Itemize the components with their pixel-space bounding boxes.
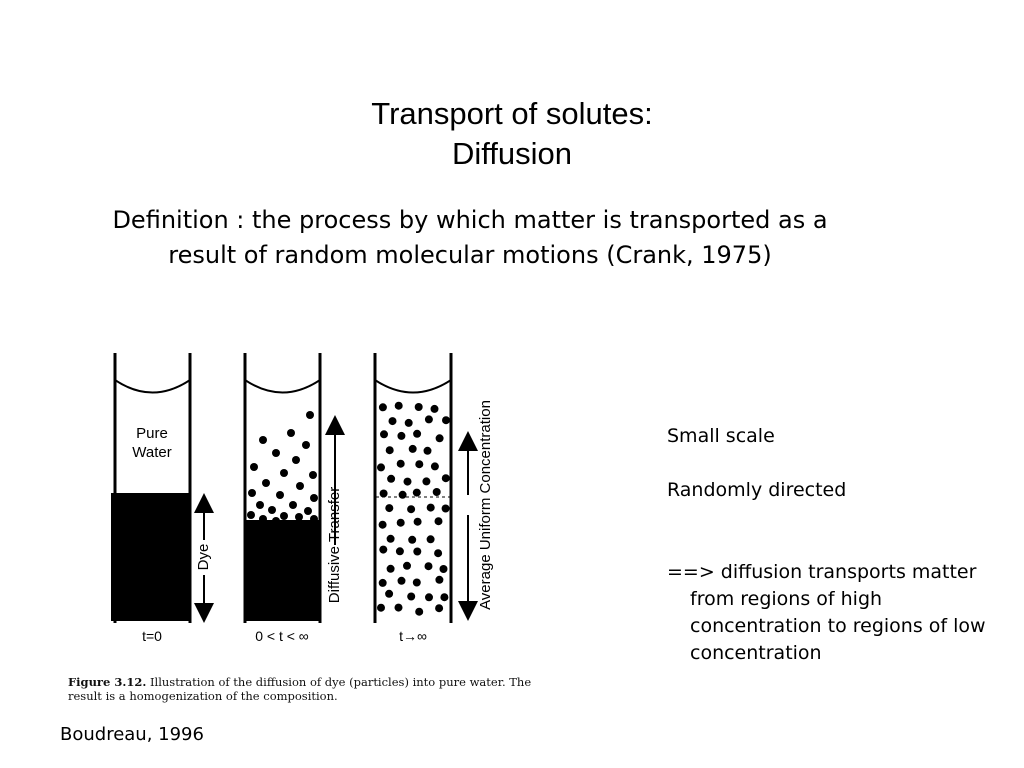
particle <box>397 460 405 468</box>
particle <box>385 504 393 512</box>
particle <box>442 474 450 482</box>
particle <box>431 405 439 413</box>
particle <box>379 546 387 554</box>
particle <box>405 419 413 427</box>
diffusive-transfer-label: Diffusive Transfer <box>325 486 343 604</box>
particle <box>415 608 423 616</box>
dye-arrow-label: Dye <box>194 543 212 571</box>
particle <box>387 535 395 543</box>
dye-layer-dense <box>244 520 320 621</box>
diffusion-illustration <box>58 345 563 675</box>
tube1-label-pure: Pure <box>136 425 168 442</box>
particle <box>397 432 405 440</box>
particle <box>434 549 442 557</box>
particle <box>407 505 415 513</box>
dye-particles <box>247 411 318 525</box>
particle <box>435 576 443 584</box>
particle <box>413 579 421 587</box>
particle <box>425 562 433 570</box>
particle <box>387 565 395 573</box>
particle <box>425 593 433 601</box>
particle <box>379 579 387 587</box>
note-conclusion: ==> diffusion transports matter from regions of high concentration to regions of low concentration <box>667 561 986 664</box>
tube-uniform <box>375 353 494 644</box>
particle <box>380 430 388 438</box>
particle <box>433 488 441 496</box>
particle <box>379 521 387 529</box>
particle <box>422 477 430 485</box>
particle <box>386 446 394 454</box>
particle <box>431 462 439 470</box>
diffusion-figure <box>58 345 563 707</box>
particle <box>379 403 387 411</box>
definition-line-1: Definition : the process by which matter is transported as a <box>112 206 828 234</box>
dye-layer <box>111 493 190 621</box>
particle <box>424 447 432 455</box>
figure-caption-number: Figure 3.12. <box>68 675 147 689</box>
particle <box>396 547 404 555</box>
particle <box>427 504 435 512</box>
particle <box>398 577 406 585</box>
tube1-label-water: Water <box>132 444 172 461</box>
note-small-scale: Small scale <box>667 425 775 447</box>
particle <box>385 590 393 598</box>
definition-text <box>20 203 920 273</box>
particle <box>403 562 411 570</box>
tube-pure-water <box>111 353 212 644</box>
particle <box>387 475 395 483</box>
particle <box>414 518 422 526</box>
particle <box>409 445 417 453</box>
particle <box>425 415 433 423</box>
particle <box>442 416 450 424</box>
particle <box>413 430 421 438</box>
particle <box>399 491 407 499</box>
particle <box>442 505 450 513</box>
particle <box>397 519 405 527</box>
particle <box>440 565 448 573</box>
particle <box>377 604 385 612</box>
tube-diffusing <box>244 353 343 644</box>
uniform-particles <box>377 402 450 616</box>
definition-line-2: result of random molecular motions (Crank, 1975) <box>168 241 772 269</box>
particle <box>408 536 416 544</box>
particle <box>395 604 403 612</box>
figure-caption <box>68 675 563 703</box>
particle <box>440 593 448 601</box>
time-label-infinity: t→∞ <box>399 628 427 644</box>
particle <box>407 593 415 601</box>
particle <box>415 403 423 411</box>
particle <box>404 478 412 486</box>
note-randomly-directed: Randomly directed <box>667 479 847 501</box>
particle <box>395 402 403 410</box>
particle <box>427 535 435 543</box>
particle <box>413 548 421 556</box>
title-line-2: Diffusion <box>451 136 573 171</box>
particle <box>413 489 421 497</box>
particle <box>377 463 385 471</box>
particle <box>435 517 443 525</box>
title-line-1: Transport of solutes: <box>371 96 653 131</box>
particle <box>436 434 444 442</box>
time-label-t0: t=0 <box>142 628 162 644</box>
particle <box>435 604 443 612</box>
particle <box>380 490 388 498</box>
slide-title <box>0 94 1024 174</box>
citation: Boudreau, 1996 <box>60 724 204 745</box>
time-label-intermediate: 0 < t < ∞ <box>255 628 309 644</box>
figure-caption-text: Illustration of the diffusion of dye (particles) into pure water. The result is a homogenization of the composition. <box>68 675 532 703</box>
particle <box>415 460 423 468</box>
particle <box>389 417 397 425</box>
uniform-concentration-label: Average Uniform Concentration <box>476 400 494 610</box>
notes-list <box>667 423 987 667</box>
